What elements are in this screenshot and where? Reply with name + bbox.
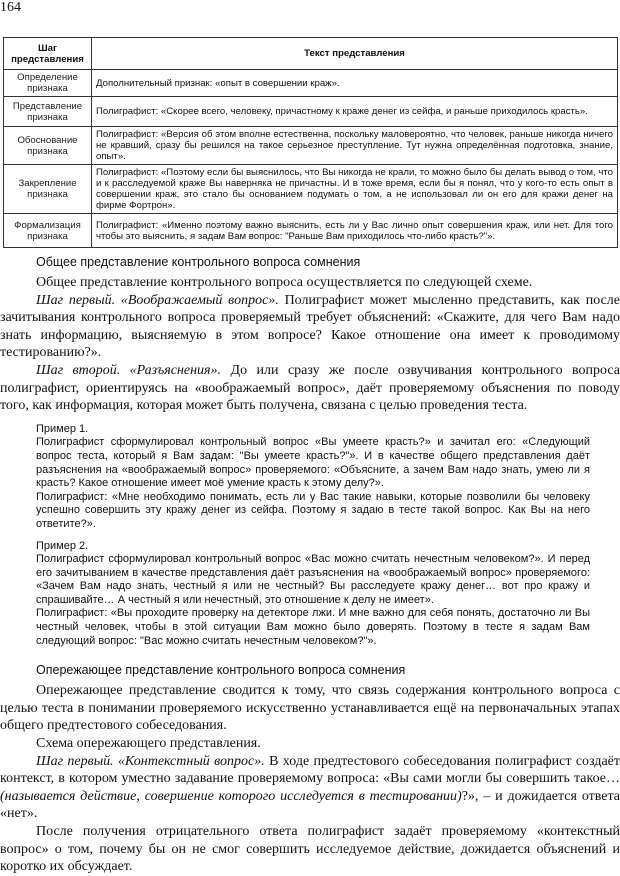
paragraph: Опережающее представление сводится к тому, что связь содержания контрольного вопроса с целью теста в понимании проверяемого искусственно устанавливается ещё на первоначальных этапах общего предтестового собеседования.	[0, 683, 620, 734]
text-cell: Полиграфист: «Версия об этом вполне естественна, поскольку маловероятно, что человек, раньше никогда ничего не кравший, сразу бы решился на такое серьезное преступление. Тут нужна определённая подготовка, знание, опыт».	[92, 127, 618, 165]
section-heading: Общее представление контрольного вопроса сомнения	[36, 255, 361, 269]
step-cell: Обоснование признака	[4, 127, 92, 165]
step-cell: Определение признака	[4, 70, 92, 97]
step-label: Шаг второй. «Разъяснения».	[36, 362, 222, 378]
table-row	[4, 214, 618, 248]
table-row	[4, 70, 618, 97]
step-cell: Закрепление признака	[4, 165, 92, 214]
paragraph: Общее представление контрольного вопроса осуществляется по следующей схеме.	[36, 275, 533, 290]
paragraph	[0, 292, 620, 362]
example-text: Полиграфист: «Вы проходите проверку на детекторе лжи. И мне важно для себя понять, достаточно ли Вы честный человек, чтобы в этой ситуации Вам можно было доверять. Поэтому в тесте я задам Вам следующий вопрос: "Вас можно считать нечестным человеком?"».	[36, 607, 590, 647]
body-text	[0, 254, 620, 876]
paragraph-text: До или сразу же после озвучивания контрольного вопроса полиграфист, ориентируясь на «воображаемый вопрос», даёт проверяемому объяснения по поводу того, как информация, которая может быть получена, связана с целью проведения теста.	[0, 362, 620, 414]
step-label: Шаг первый. «Воображаемый вопрос».	[36, 292, 279, 308]
text-cell: Полиграфист: «Поэтому если бы выяснилось, что Вы никогда не крали, то можно было бы делать вывод о том, что и к расследуемой краже Вы наверняка не причастны. И в тоже время, если бы я понял, что у кого-то есть опыт в совершении краж, это стало бы основанием подумать о том, а не использовал ли он его для кражи денег на фирме Фортрон».	[92, 165, 618, 214]
paragraph-text: ?», – и дожидается ответа «нет».	[0, 788, 620, 822]
paragraph	[0, 362, 620, 415]
step-cell: Формализация признака	[4, 214, 92, 248]
text-cell: Дополнительный признак: «опыт в совершении краж».	[92, 70, 618, 97]
step-cell: Представление признака	[4, 97, 92, 127]
table-row	[4, 127, 618, 165]
example-text: Полиграфист сформулировал контрольный вопрос «Вас можно считать нечестным человеком?». И перед его зачитыванием в качестве представления даёт разъяснения на «воображаемый вопрос» проверяемого: «Зачем Вам надо знать, честный я или не честный? Вы расследуете кражу денег… вот про кражу и спрашивайте… А честный я или нечестный, это отношение к делу не имеет».	[36, 553, 590, 606]
step-label: Шаг первый. «Контекстный вопрос».	[36, 753, 265, 769]
table-row	[4, 165, 618, 214]
table-row	[4, 97, 618, 127]
column-header-text: Текст представления	[92, 38, 618, 70]
example-text: Полиграфист: «Мне необходимо понимать, есть ли у Вас такие навыки, которые позволили бы человеку успешно совершить эту кражу денег из сейфа. Поэтому я задаю в тесте такой вопрос. Как Вы на него ответите?».	[36, 490, 590, 530]
paragraph: Схема опережающего представления.	[36, 736, 261, 752]
example-1	[36, 423, 590, 532]
example-title: Пример 2.	[36, 539, 89, 552]
example-title: Пример 1.	[36, 422, 89, 435]
text-cell: Полиграфист: «Скорее всего, человеку, причастному к краже денег из сейфа, и раньше приходилось красть».	[92, 97, 618, 127]
text-cell: Полиграфист: «Именно поэтому важно выяснить, есть ли у Вас лично опыт совершения краж, или нет. Для того чтобы это выяснить, я задам Вам вопрос: "Раньше Вам приходилось что-либо красть?"».	[92, 214, 618, 248]
column-header-step: Шаг представления	[4, 38, 92, 70]
presentation-steps-table	[3, 37, 618, 248]
paragraph	[0, 753, 620, 823]
table-header-row	[4, 38, 618, 70]
example-2	[36, 540, 590, 649]
example-text: Полиграфист сформулировал контрольный вопрос «Вы умеете красть?» и зачитал его: «Следующий вопрос теста, который я Вам задам: "Вы умеете красть?"». И в качестве общего представления даёт разъяснения на «воображаемый вопрос» проверяемого: «Объясните, а зачем Вам надо знать, умею ли я красть? Какое отношение имеет моё умение красть к этому делу?».	[36, 436, 590, 490]
section-heading: Опережающее представление контрольного вопроса сомнения	[36, 663, 406, 678]
italic-note: (называется действие, совершение которого исследуется в тестировании)	[0, 788, 462, 804]
paragraph-text: Полиграфист может мысленно представить, как после зачитывания контрольного вопроса проверяемый требует объяснений: «Скажите, для чего Вам надо знать информацию, выясняемую в этом вопросе? Какое отношение она имеет к проводимому тестированию?».	[0, 292, 620, 361]
paragraph: После получения отрицательного ответа полиграфист задаёт проверяемому «контекстный вопрос» о том, почему бы он не смог совершить исследуемое действие, дожидается объяснений и коротко их обсуждает.	[0, 824, 620, 875]
page-number: 164	[0, 0, 21, 15]
paragraph-text: В ходе предтестового собеседования полиграфист создаёт контекст, в котором уместно задавание проверяемому вопроса: «Вы сами могли бы совершить такое…	[0, 753, 620, 787]
